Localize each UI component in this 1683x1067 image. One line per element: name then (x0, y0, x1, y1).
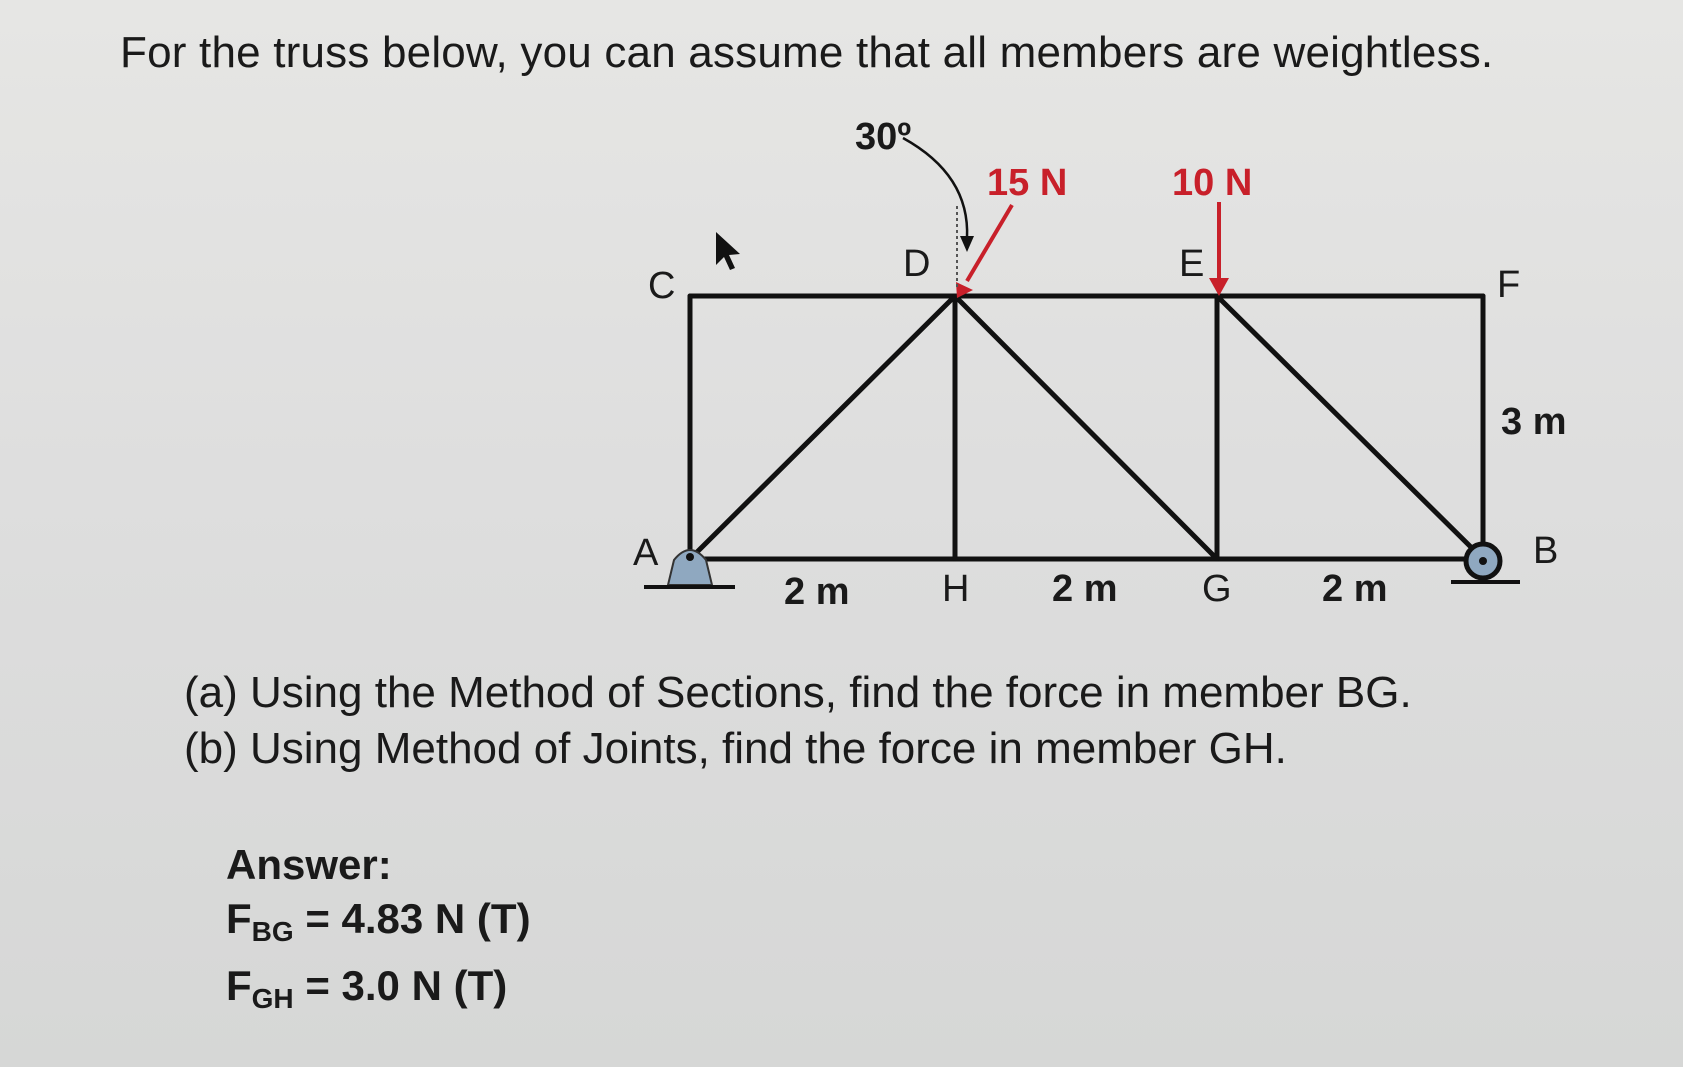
roller-support-b (1451, 544, 1520, 582)
node-h-label: H (942, 568, 970, 610)
node-f-label: F (1497, 264, 1521, 306)
node-e-label: E (1179, 243, 1205, 285)
load-e-label: 10 N (1172, 162, 1253, 204)
dim-height-label: 3 m (1501, 401, 1567, 443)
node-g-label: G (1202, 568, 1232, 610)
node-a-label: A (633, 532, 659, 574)
node-c-label: C (648, 265, 676, 307)
load-arrow-e (1209, 202, 1229, 296)
answer-fgh-subscript: GH (251, 983, 294, 1014)
node-b-label: B (1533, 530, 1559, 572)
answer-block (226, 838, 531, 1026)
dim-ah-label: 2 m (784, 571, 850, 613)
answer-fgh-value: = 3.0 N (T) (293, 962, 508, 1009)
answer-fbg (226, 892, 531, 959)
answer-fgh (226, 959, 531, 1026)
member-eb (1217, 296, 1483, 559)
node-d-label: D (903, 243, 931, 285)
cursor-icon (716, 232, 740, 270)
question-a: (a) Using the Method of Sections, find the force in member BG. (184, 668, 1412, 717)
member-ad (690, 296, 955, 559)
load-arrow-d (956, 205, 1012, 298)
answer-fbg-symbol: F (226, 895, 252, 942)
dim-gb-label: 2 m (1322, 568, 1388, 610)
question-b: (b) Using Method of Joints, find the force in member GH. (184, 724, 1287, 773)
angle-arrow (903, 138, 974, 252)
answer-fbg-value: = 4.83 N (T) (293, 895, 531, 942)
heading: For the truss below, you can assume that all members are weightless. (120, 28, 1494, 77)
answer-fgh-symbol: F (226, 962, 252, 1009)
member-dg (955, 296, 1217, 559)
load-d-label: 15 N (987, 162, 1068, 204)
answer-title: Answer: (226, 841, 392, 888)
dim-hg-label: 2 m (1052, 568, 1118, 610)
angle-label: 30º (855, 116, 912, 158)
truss-members (690, 296, 1483, 559)
answer-fbg-subscript: BG (251, 916, 294, 947)
